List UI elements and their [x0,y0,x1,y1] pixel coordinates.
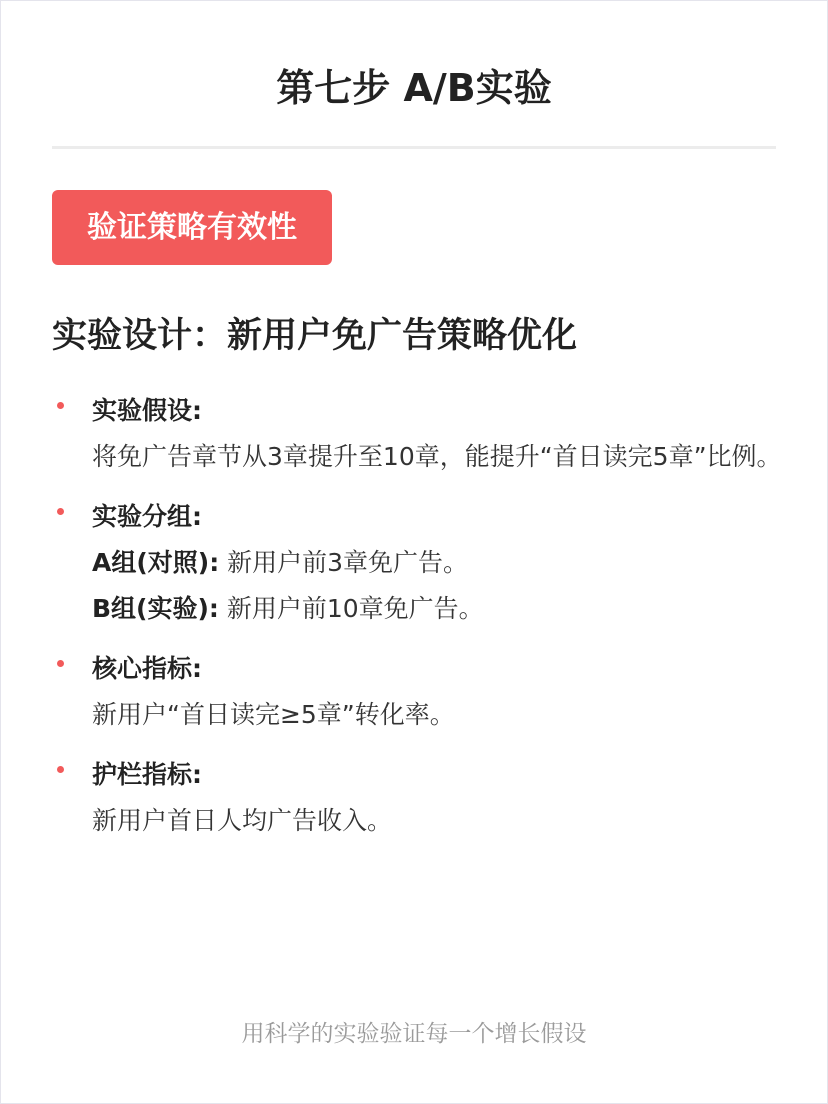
item-text: 新用户首日人均广告收入。 [92,806,393,835]
list-item-core-metric [52,646,782,738]
bullet-icon [57,660,64,667]
item-title: 核心指标: [92,654,202,683]
experiment-list [52,388,782,858]
group-b-text: 新用户前10章免广告。 [218,594,484,623]
item-title: 实验分组: [92,502,202,531]
bullet-icon [57,508,64,515]
section-heading: 实验设计：新用户免广告策略优化 [52,316,578,356]
strategy-tag: 验证策略有效性 [52,190,332,265]
bullet-icon [57,402,64,409]
item-text: 将免广告章节从3章提升至10章，能提升“首日读完5章”比例。 [92,442,782,471]
item-title: 实验假设: [92,396,202,425]
group-b-line [92,586,782,632]
group-b-label: B组(实验): [92,594,219,623]
group-a-label: A组(对照): [92,548,220,577]
item-title: 护栏指标: [92,760,202,789]
group-a-text: 新用户前3章免广告。 [219,548,469,577]
list-item-hypothesis [52,388,782,480]
list-item-guardrail-metric [52,752,782,844]
list-item-groups [52,494,782,632]
page-title: 第七步 A/B实验 [276,66,552,110]
footer-text: 用科学的实验验证每一个增长假设 [241,1021,587,1047]
title-divider [52,146,776,149]
item-text: 新用户“首日读完≥5章”转化率。 [92,700,455,729]
bullet-icon [57,766,64,773]
group-a-line [92,540,782,586]
